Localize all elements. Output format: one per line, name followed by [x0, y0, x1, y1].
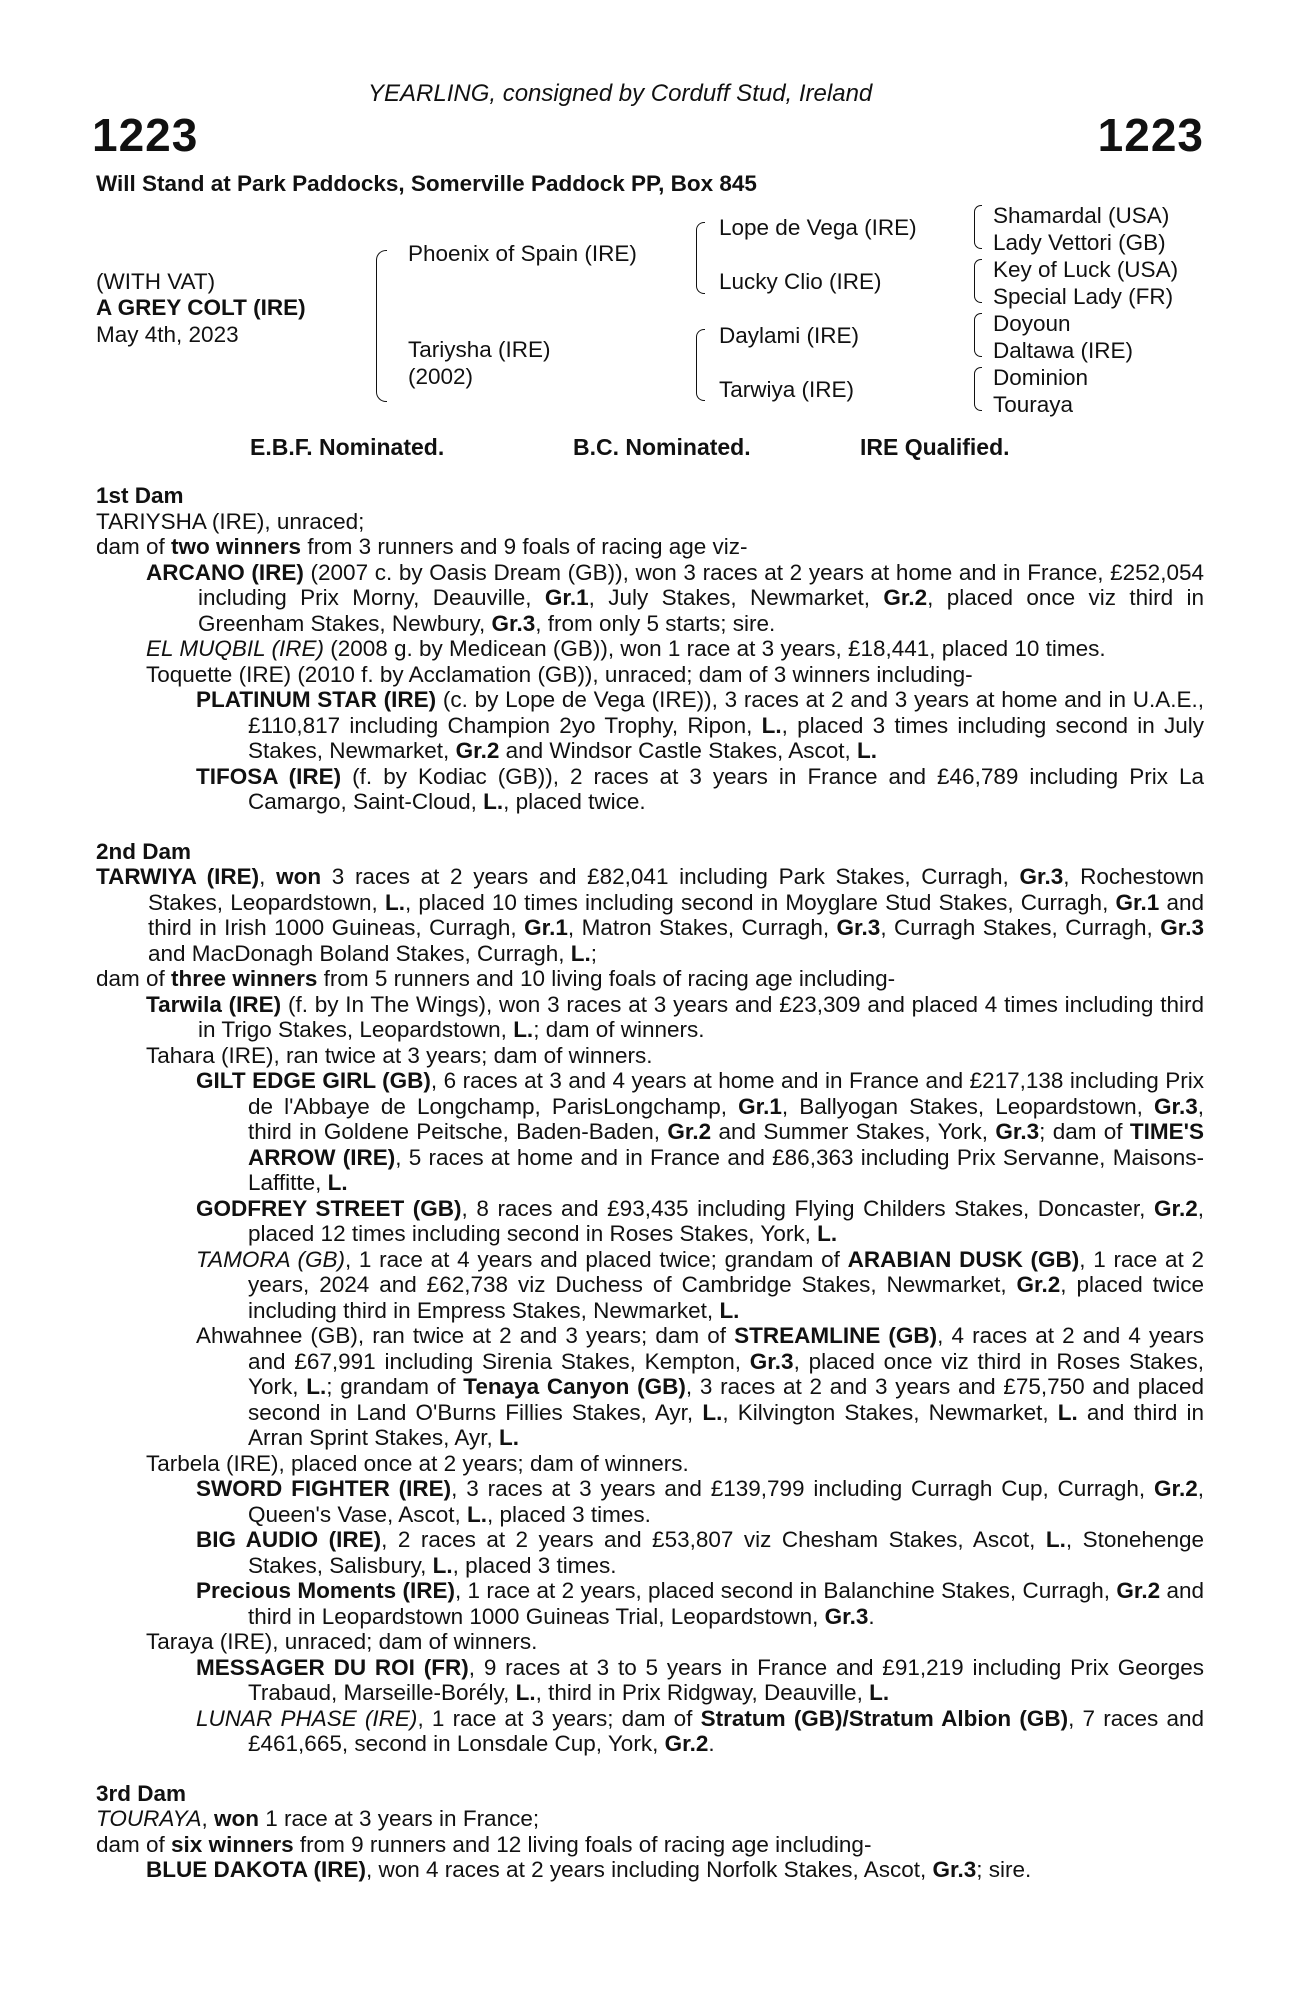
nomination-bc: B.C. Nominated.	[573, 434, 751, 460]
gen3-5: Doyoun	[993, 311, 1071, 336]
produce-godfrey-street: GODFREY STREET (GB), 8 races and £93,435 including Flying Childers Stakes, Doncaster, Gr.2, placed 12 times including second in Roses Stakes, York, L.	[196, 1195, 1204, 1246]
subtitle: YEARLING, consigned by Corduff Stud, Ireland	[368, 80, 873, 107]
stand-location: Will Stand at Park Paddocks, Somerville Paddock PP, Box 845	[96, 171, 757, 196]
second-dam-summary: dam of three winners from 5 runners and 10 living foals of racing age including-	[96, 966, 896, 991]
third-dam-heading: 3rd Dam	[96, 1780, 187, 1806]
produce-messager-du-roi: MESSAGER DU ROI (FR), 9 races at 3 to 5 years in France and £91,219 including Prix Georges Trabaud, Marseille-Borély, L., third in Prix Ridgway, Deauville, L.	[196, 1654, 1204, 1705]
gen3-4: Special Lady (FR)	[993, 284, 1174, 309]
gen3-1: Shamardal (USA)	[993, 203, 1170, 228]
pedigree-brace	[376, 250, 387, 402]
gen3-3: Key of Luck (USA)	[993, 257, 1179, 282]
produce-tarbela: Tarbela (IRE), placed once at 2 years; dam of winners.	[146, 1450, 689, 1476]
gen3-brace-4	[974, 367, 982, 411]
gen3-8: Touraya	[993, 392, 1074, 417]
dam-sire: Daylami (IRE)	[719, 323, 860, 348]
produce-record	[96, 483, 1204, 1883]
gen3-brace-1	[974, 205, 982, 249]
lot-number-right: 1223	[1097, 109, 1204, 161]
horse-name: A GREY COLT (IRE)	[96, 295, 306, 320]
third-dam-summary: dam of six winners from 9 runners and 12 living foals of racing age including-	[96, 1831, 872, 1857]
nomination-ire: IRE Qualified.	[860, 434, 1010, 460]
produce-tahara: Tahara (IRE), ran twice at 3 years; dam of winners.	[146, 1042, 653, 1068]
produce-big-audio: BIG AUDIO (IRE), 2 races at 2 years and £53,807 viz Chesham Stakes, Ascot, L., Stonehenge Stakes, Salisbury, L., placed 3 times.	[196, 1527, 1204, 1578]
gen3-2: Lady Vettori (GB)	[993, 230, 1166, 255]
produce-precious-moments: Precious Moments (IRE), 1 race at 2 years, placed second in Balanchine Stakes, Curragh, Gr.2 and third in Leopardstown 1000 Guineas Trial, Leopardstown, Gr.3.	[196, 1578, 1204, 1629]
dam: Tariysha (IRE)	[408, 337, 551, 362]
dam-year: (2002)	[408, 364, 474, 389]
dam-brace	[696, 329, 705, 401]
gen3-brace-3	[974, 313, 982, 357]
sire-sire: Lope de Vega (IRE)	[719, 215, 917, 240]
third-dam-line: TOURAYA, won 1 race at 3 years in France;	[96, 1806, 540, 1831]
sire: Phoenix of Spain (IRE)	[408, 241, 637, 266]
first-dam-heading: 1st Dam	[96, 483, 184, 508]
produce-tifosa: TIFOSA (IRE) (f. by Kodiac (GB)), 2 races at 3 years in France and £46,789 including Prix La Camargo, Saint-Cloud, L., placed twice.	[196, 763, 1204, 814]
horse-dob: May 4th, 2023	[96, 322, 239, 347]
gen3-7: Dominion	[993, 365, 1089, 390]
produce-sword-fighter: SWORD FIGHTER (IRE), 3 races at 3 years and £139,799 including Curragh Cup, Curragh, Gr.2, Queen's Vase, Ascot, L., placed 3 times.	[196, 1476, 1204, 1527]
produce-lunar-phase: LUNAR PHASE (IRE), 1 race at 3 years; dam of Stratum (GB)/Stratum Albion (GB), 7 races and £461,665, second in Lonsdale Cup, York, Gr.2.	[196, 1705, 1204, 1756]
sire-brace	[696, 222, 705, 294]
produce-platinum-star: PLATINUM STAR (IRE) (c. by Lope de Vega (IRE)), 3 races at 2 and 3 years at home and in U.A.E., £110,817 including Champion 2yo Trophy, Ripon, L., placed 3 times including second in July Stakes, Newmarket, Gr.2 and Windsor Castle Stakes, Ascot, L.	[196, 687, 1205, 763]
produce-taraya: Taraya (IRE), unraced; dam of winners.	[146, 1629, 538, 1654]
produce-arcano: ARCANO (IRE) (2007 c. by Oasis Dream (GB)), won 3 races at 2 years at home and in France, £252,054 including Prix Morny, Deauville, Gr.1, July Stakes, Newmarket, Gr.2, placed once viz third in Greenham Stakes, Newbury, Gr.3, from only 5 starts; sire.	[146, 559, 1204, 636]
first-dam-summary: dam of two winners from 3 runners and 9 foals of racing age viz-	[96, 534, 748, 559]
first-dam-line: TARIYSHA (IRE), unraced;	[96, 508, 365, 534]
sire-dam: Lucky Clio (IRE)	[719, 269, 882, 294]
second-dam-heading: 2nd Dam	[96, 838, 192, 864]
produce-blue-dakota: BLUE DAKOTA (IRE), won 4 races at 2 years including Norfolk Stakes, Ascot, Gr.3; sire.	[146, 1857, 1032, 1882]
produce-toquette: Toquette (IRE) (2010 f. by Acclamation (GB)), unraced; dam of 3 winners including-	[146, 661, 973, 687]
gen3-6: Daltawa (IRE)	[993, 338, 1134, 363]
produce-tarwila: Tarwila (IRE) (f. by In The Wings), won 3 races at 3 years and £23,309 and placed 4 times including third in Trigo Stakes, Leopardstown, L.; dam of winners.	[146, 991, 1205, 1042]
nomination-ebf: E.B.F. Nominated.	[250, 434, 445, 460]
dam-dam: Tarwiya (IRE)	[719, 377, 855, 402]
produce-ahwahnee: Ahwahnee (GB), ran twice at 2 and 3 years; dam of STREAMLINE (GB), 4 races at 2 and 4 years and £67,991 including Sirenia Stakes, Kempton, Gr.3, placed once viz third in Roses Stakes, York, L.; grandam of Tenaya Canyon (GB), 3 races at 2 and 3 years and £75,750 and placed second in Land O'Burns Fillies Stakes, Ayr, L., Kilvington Stakes, Newmarket, L. and third in Arran Sprint Stakes, Ayr, L.	[196, 1323, 1205, 1450]
produce-tamora: TAMORA (GB), 1 race at 4 years and placed twice; grandam of ARABIAN DUSK (GB), 1 race at 2 years, 2024 and £62,738 viz Duchess of Cambridge Stakes, Newmarket, Gr.2, placed twice including third in Empress Stakes, Newmarket, L.	[196, 1246, 1204, 1323]
gen3-brace-2	[974, 259, 982, 303]
produce-el-muqbil: EL MUQBIL (IRE) (2008 g. by Medicean (GB)), won 1 race at 3 years, £18,441, placed 10 times.	[146, 636, 1106, 661]
second-dam-line: TARWIYA (IRE), won 3 races at 2 years and £82,041 including Park Stakes, Curragh, Gr.3, Rochestown Stakes, Leopardstown, L., placed 10 times including second in Moyglare Stud Stakes, Curragh, Gr.1 and third in Irish 1000 Guineas, Curragh, Gr.1, Matron Stakes, Curragh, Gr.3, Curragh Stakes, Curragh, Gr.3 and MacDonagh Boland Stakes, Curragh, L.;	[96, 864, 1204, 966]
produce-gilt-edge-girl: GILT EDGE GIRL (GB), 6 races at 3 and 4 years at home and in France and £217,138 including Prix de l'Abbaye de Longchamp, ParisLongchamp, Gr.1, Ballyogan Stakes, Leopardstown, Gr.3, third in Goldene Peitsche, Baden-Baden, Gr.2 and Summer Stakes, York, Gr.3; dam of TIME'S ARROW (IRE), 5 races at home and in France and £86,363 including Prix Servanne, Maisons-Laffitte, L.	[196, 1068, 1204, 1195]
lot-number-left: 1223	[92, 109, 199, 161]
vat-note: (WITH VAT)	[96, 269, 216, 294]
